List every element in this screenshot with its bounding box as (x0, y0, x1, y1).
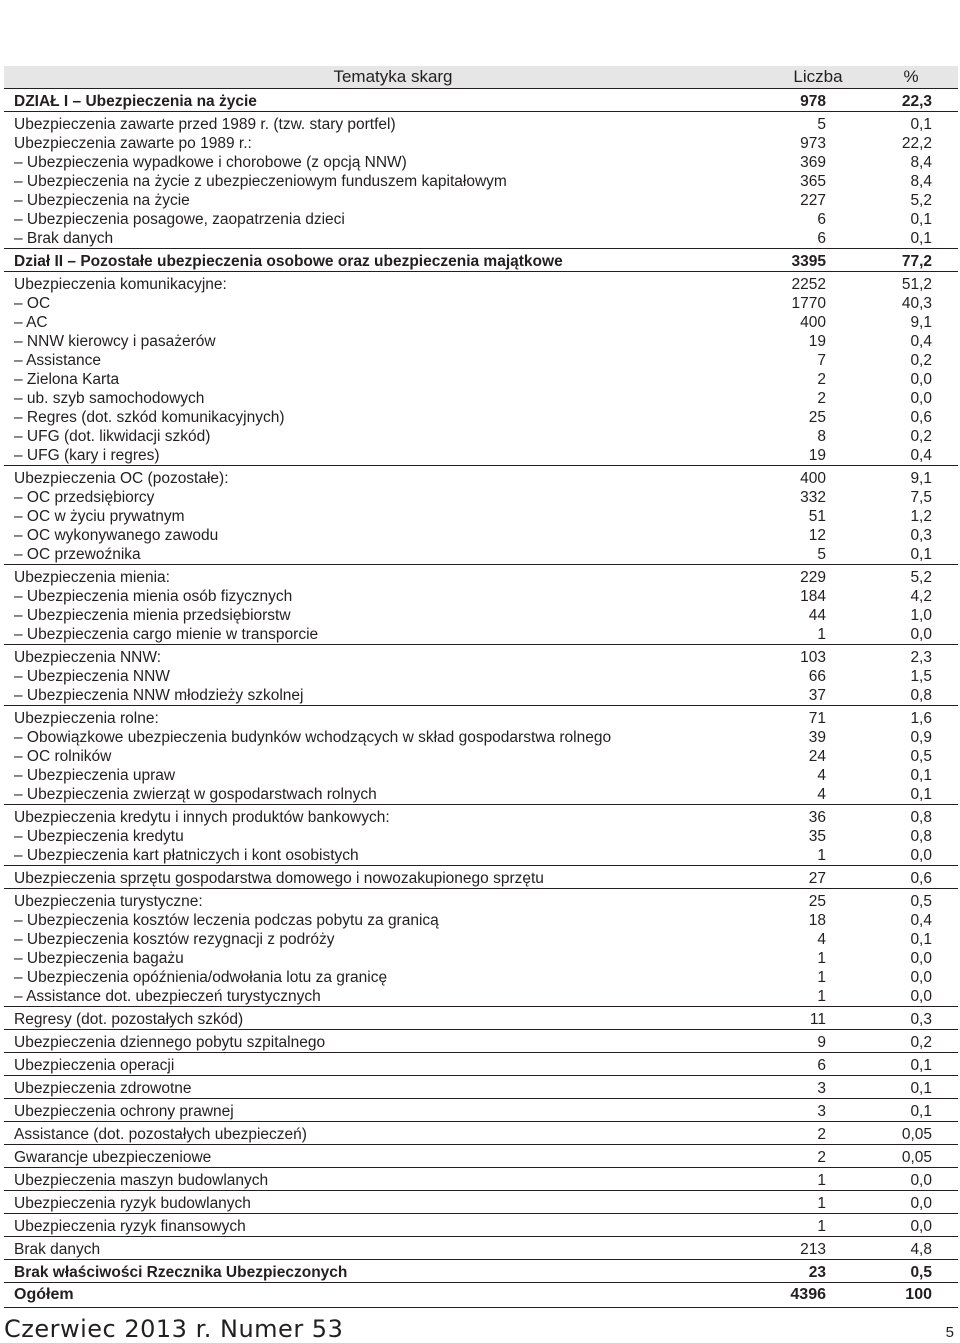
table-row (4, 466, 958, 489)
row-percent: 0,0 (910, 371, 932, 388)
table-row (4, 408, 958, 427)
row-count: 1 (772, 1168, 864, 1191)
table-row (4, 112, 958, 135)
row-percent: 0,6 (910, 409, 932, 426)
header-count: Liczba (772, 66, 864, 89)
table-row (4, 587, 958, 606)
row-label: Ubezpieczenia zawarte przed 1989 r. (tzw. stary portfel) (4, 112, 772, 135)
table-row (4, 172, 958, 191)
row-percent: 0,05 (864, 1122, 958, 1145)
row-percent: 8,4 (910, 154, 932, 171)
row-label: – Ubezpieczenia cargo mienie w transporcie (14, 626, 319, 643)
table-row (4, 645, 958, 668)
row-percent: 0,1 (910, 931, 932, 948)
row-count: 66 (808, 668, 826, 685)
row-count: 11 (772, 1007, 864, 1030)
row-count: 27 (772, 866, 864, 889)
row-count: 9 (772, 1030, 864, 1053)
row-label: DZIAŁ I – Ubezpieczenia na życie (4, 89, 772, 112)
row-label: Ubezpieczenia ochrony prawnej (4, 1099, 772, 1122)
table-row (4, 827, 958, 846)
row-count: 4 (817, 931, 826, 948)
row-count: 3395 (772, 249, 864, 272)
table-row (4, 313, 958, 332)
row-percent: 51,2 (864, 272, 958, 295)
table-row (4, 949, 958, 968)
row-count: 51 (808, 508, 826, 525)
row-count: 2 (772, 1145, 864, 1168)
table-row (4, 706, 958, 729)
row-percent: 9,1 (864, 466, 958, 489)
table-row (4, 1283, 958, 1308)
row-percent: 1,0 (910, 607, 932, 624)
table-row (4, 507, 958, 526)
table-row (4, 1191, 958, 1214)
row-count: 229 (772, 565, 864, 588)
row-label: – Ubezpieczenia NNW młodzieży szkolnej (14, 687, 304, 704)
row-label: – Ubezpieczenia kredytu (14, 828, 184, 845)
row-label: – Ubezpieczenia zwierząt w gospodarstwach rolnych (14, 786, 377, 803)
row-label: Ubezpieczenia ryzyk finansowych (4, 1214, 772, 1237)
table-row (4, 294, 958, 313)
table-row (4, 747, 958, 766)
row-label: Ubezpieczenia zdrowotne (4, 1076, 772, 1099)
row-label: Assistance (dot. pozostałych ubezpieczeń) (4, 1122, 772, 1145)
row-label: Gwarancje ubezpieczeniowe (4, 1145, 772, 1168)
table-row (4, 191, 958, 210)
row-label: – Assistance (14, 352, 102, 369)
row-label: – Ubezpieczenia kart płatniczych i kont osobistych (14, 847, 359, 864)
row-label: Brak danych (4, 1237, 772, 1260)
row-percent: 4,2 (910, 588, 932, 605)
table-row (4, 866, 958, 889)
row-count: 1 (772, 1191, 864, 1214)
row-percent: 0,3 (910, 527, 932, 544)
row-label: – OC przewoźnika (14, 546, 141, 563)
table-row (4, 805, 958, 828)
row-count: 18 (808, 912, 826, 929)
row-percent: 0,5 (864, 1260, 958, 1283)
table-row (4, 606, 958, 625)
table-row (4, 153, 958, 172)
row-label: – Regres (dot. szkód komunikacyjnych) (14, 409, 285, 426)
table-row (4, 1122, 958, 1145)
row-percent: 0,1 (864, 1099, 958, 1122)
row-percent: 0,4 (910, 447, 932, 464)
row-label: – OC przedsiębiorcy (14, 489, 155, 506)
row-percent: 7,5 (910, 489, 932, 506)
row-label: Ogółem (4, 1283, 772, 1308)
table-row (4, 389, 958, 408)
table-row (4, 488, 958, 507)
row-percent: 5,2 (910, 192, 932, 209)
row-count: 400 (800, 314, 826, 331)
row-count: 36 (772, 805, 864, 828)
row-label: Ubezpieczenia maszyn budowlanych (4, 1168, 772, 1191)
row-count: 25 (808, 409, 826, 426)
header-percent: % (864, 66, 958, 89)
row-percent: 0,8 (910, 828, 932, 845)
row-label: Ubezpieczenia zawarte po 1989 r.: (14, 135, 252, 152)
row-percent: 9,1 (910, 314, 932, 331)
table-row (4, 272, 958, 295)
row-percent: 1,2 (910, 508, 932, 525)
table-row (4, 1145, 958, 1168)
row-count: 973 (800, 135, 826, 152)
row-label: – Ubezpieczenia mienia osób fizycznych (14, 588, 293, 605)
row-label: – OC wykonywanego zawodu (14, 527, 219, 544)
row-percent: 0,05 (864, 1145, 958, 1168)
row-label: – Assistance dot. ubezpieczeń turystycznych (14, 988, 321, 1005)
row-percent: 0,5 (910, 748, 932, 765)
row-count: 400 (772, 466, 864, 489)
table-row (4, 545, 958, 565)
row-percent: 0,1 (910, 786, 932, 803)
row-label: – UFG (kary i regres) (14, 447, 160, 464)
table-row (4, 1076, 958, 1099)
row-count: 23 (772, 1260, 864, 1283)
issue-footer: Czerwiec 2013 r. Numer 53 (4, 1315, 344, 1343)
row-count: 1 (817, 950, 826, 967)
row-label: – NNW kierowcy i pasażerów (14, 333, 216, 350)
row-count: 1 (817, 969, 826, 986)
row-percent: 77,2 (864, 249, 958, 272)
row-count: 2252 (772, 272, 864, 295)
table-row (4, 134, 958, 153)
row-label: – Zielona Karta (14, 371, 120, 388)
table-row (4, 1237, 958, 1260)
row-label: Ubezpieczenia operacji (4, 1053, 772, 1076)
row-label: – OC (14, 295, 51, 312)
row-count: 35 (808, 828, 826, 845)
table-row (4, 846, 958, 866)
row-percent: 40,3 (901, 295, 932, 312)
row-percent: 0,1 (864, 1076, 958, 1099)
row-percent: 100 (864, 1283, 958, 1308)
row-count: 4396 (772, 1283, 864, 1308)
row-count: 6 (817, 230, 826, 247)
table-row (4, 89, 958, 112)
row-count: 5 (772, 112, 864, 135)
table-row (4, 1030, 958, 1053)
row-count: 2 (772, 1122, 864, 1145)
row-count: 369 (800, 154, 826, 171)
table-row (4, 1007, 958, 1030)
row-percent: 0,8 (910, 687, 932, 704)
row-label: Brak właściwości Rzecznika Ubezpieczonych (4, 1260, 772, 1283)
row-count: 1 (772, 1214, 864, 1237)
row-label: – Ubezpieczenia kosztów rezygnacji z podróży (14, 931, 335, 948)
row-percent: 1,6 (864, 706, 958, 729)
row-percent: 0,0 (910, 626, 932, 643)
row-count: 5 (817, 546, 826, 563)
row-count: 227 (800, 192, 826, 209)
row-percent: 0,2 (864, 1030, 958, 1053)
row-label: – Ubezpieczenia bagażu (14, 950, 184, 967)
row-percent: 0,3 (864, 1007, 958, 1030)
row-label: Ubezpieczenia mienia: (4, 565, 772, 588)
row-count: 3 (772, 1099, 864, 1122)
table-row (4, 1168, 958, 1191)
row-percent: 0,8 (864, 805, 958, 828)
table-row (4, 229, 958, 249)
table-row (4, 1260, 958, 1283)
row-label: – UFG (dot. likwidacji szkód) (14, 428, 211, 445)
row-count: 2 (817, 371, 826, 388)
row-label: Ubezpieczenia komunikacyjne: (4, 272, 772, 295)
row-percent: 22,3 (864, 89, 958, 112)
table-row (4, 625, 958, 645)
row-count: 332 (800, 489, 826, 506)
row-label: – OC rolników (14, 748, 112, 765)
row-label: Ubezpieczenia sprzętu gospodarstwa domowego i nowozakupionego sprzętu (4, 866, 772, 889)
row-count: 6 (817, 211, 826, 228)
row-label: Ubezpieczenia NNW: (4, 645, 772, 668)
complaints-table (4, 66, 958, 1308)
row-count: 71 (772, 706, 864, 729)
row-label: – Ubezpieczenia NNW (14, 668, 170, 685)
row-label: – Ubezpieczenia opóźnienia/odwołania lotu za granicę (14, 969, 388, 986)
row-label: – Ubezpieczenia wypadkowe i chorobowe (z opcją NNW) (14, 154, 407, 171)
page-number: 5 (945, 1324, 954, 1341)
table-row (4, 332, 958, 351)
row-label: Ubezpieczenia rolne: (4, 706, 772, 729)
table-row (4, 249, 958, 272)
row-count: 19 (808, 333, 826, 350)
table-header-row (4, 66, 958, 89)
table-row (4, 526, 958, 545)
table-row (4, 667, 958, 686)
row-percent: 8,4 (910, 173, 932, 190)
row-label: – OC w życiu prywatnym (14, 508, 185, 525)
table-row (4, 930, 958, 949)
table-row (4, 968, 958, 987)
row-percent: 0,1 (864, 1053, 958, 1076)
row-percent: 0,1 (910, 230, 932, 247)
row-label: – Ubezpieczenia posagowe, zaopatrzenia dzieci (14, 211, 345, 228)
row-label: Ubezpieczenia kredytu i innych produktów bankowych: (4, 805, 772, 828)
table-row (4, 728, 958, 747)
row-percent: 0,2 (910, 428, 932, 445)
table-row (4, 210, 958, 229)
row-percent: 0,4 (910, 912, 932, 929)
row-count: 4 (817, 786, 826, 803)
row-count: 25 (772, 889, 864, 912)
table-row (4, 370, 958, 389)
row-label: – AC (14, 314, 48, 331)
row-count: 37 (808, 687, 826, 704)
table-row (4, 785, 958, 805)
row-percent: 0,0 (910, 988, 932, 1005)
row-percent: 0,5 (864, 889, 958, 912)
row-label: – Ubezpieczenia upraw (14, 767, 176, 784)
table-row (4, 1099, 958, 1122)
row-percent: 22,2 (901, 135, 932, 152)
row-label: – ub. szyb samochodowych (14, 390, 205, 407)
row-percent: 0,0 (864, 1191, 958, 1214)
table-row (4, 911, 958, 930)
table-row (4, 987, 958, 1007)
table-row (4, 889, 958, 912)
row-percent: 0,0 (910, 847, 932, 864)
row-percent: 0,4 (910, 333, 932, 350)
row-label: – Ubezpieczenia kosztów leczenia podczas pobytu za granicą (14, 912, 439, 929)
row-percent: 0,0 (910, 390, 932, 407)
header-topic: Tematyka skarg (4, 66, 772, 89)
row-percent: 5,2 (864, 565, 958, 588)
row-label: Ubezpieczenia dziennego pobytu szpitalnego (4, 1030, 772, 1053)
row-count: 1 (817, 626, 826, 643)
row-count: 39 (808, 729, 826, 746)
row-count: 3 (772, 1076, 864, 1099)
row-count: 8 (817, 428, 826, 445)
table-row (4, 1053, 958, 1076)
table-row (4, 446, 958, 466)
table-row (4, 427, 958, 446)
row-label: – Brak danych (14, 230, 114, 247)
row-count: 1770 (791, 295, 826, 312)
row-label: – Ubezpieczenia mienia przedsiębiorstw (14, 607, 291, 624)
row-percent: 0,0 (910, 950, 932, 967)
row-percent: 0,0 (864, 1168, 958, 1191)
row-percent: 0,0 (864, 1214, 958, 1237)
row-label: Ubezpieczenia OC (pozostałe): (4, 466, 772, 489)
row-percent: 0,1 (864, 112, 958, 135)
row-count: 7 (817, 352, 826, 369)
table-row (4, 1214, 958, 1237)
row-percent: 1,5 (910, 668, 932, 685)
row-label: – Ubezpieczenia na życie (14, 192, 190, 209)
row-count: 19 (808, 447, 826, 464)
row-label: Dział II – Pozostałe ubezpieczenia osobowe oraz ubezpieczenia majątkowe (4, 249, 772, 272)
row-percent: 0,9 (910, 729, 932, 746)
row-count: 184 (800, 588, 826, 605)
row-count: 978 (772, 89, 864, 112)
table-row (4, 686, 958, 706)
row-percent: 0,2 (910, 352, 932, 369)
row-percent: 2,3 (864, 645, 958, 668)
row-count: 1 (817, 988, 826, 1005)
row-percent: 0,0 (910, 969, 932, 986)
row-percent: 0,1 (910, 211, 932, 228)
row-count: 1 (817, 847, 826, 864)
row-label: – Obowiązkowe ubezpieczenia budynków wchodzących w skład gospodarstwa rolnego (14, 729, 612, 746)
table-row (4, 565, 958, 588)
row-percent: 0,6 (864, 866, 958, 889)
row-label: Regresy (dot. pozostałych szkód) (4, 1007, 772, 1030)
table-row (4, 766, 958, 785)
row-count: 365 (800, 173, 826, 190)
row-percent: 0,1 (910, 546, 932, 563)
row-count: 12 (808, 527, 826, 544)
row-count: 44 (808, 607, 826, 624)
row-count: 6 (772, 1053, 864, 1076)
row-percent: 0,1 (910, 767, 932, 784)
row-count: 4 (817, 767, 826, 784)
row-label: Ubezpieczenia turystyczne: (4, 889, 772, 912)
row-count: 213 (772, 1237, 864, 1260)
row-percent: 4,8 (864, 1237, 958, 1260)
table-row (4, 351, 958, 370)
row-count: 103 (772, 645, 864, 668)
row-count: 2 (817, 390, 826, 407)
row-count: 24 (808, 748, 826, 765)
row-label: Ubezpieczenia ryzyk budowlanych (4, 1191, 772, 1214)
row-label: – Ubezpieczenia na życie z ubezpieczeniowym funduszem kapitałowym (14, 173, 507, 190)
